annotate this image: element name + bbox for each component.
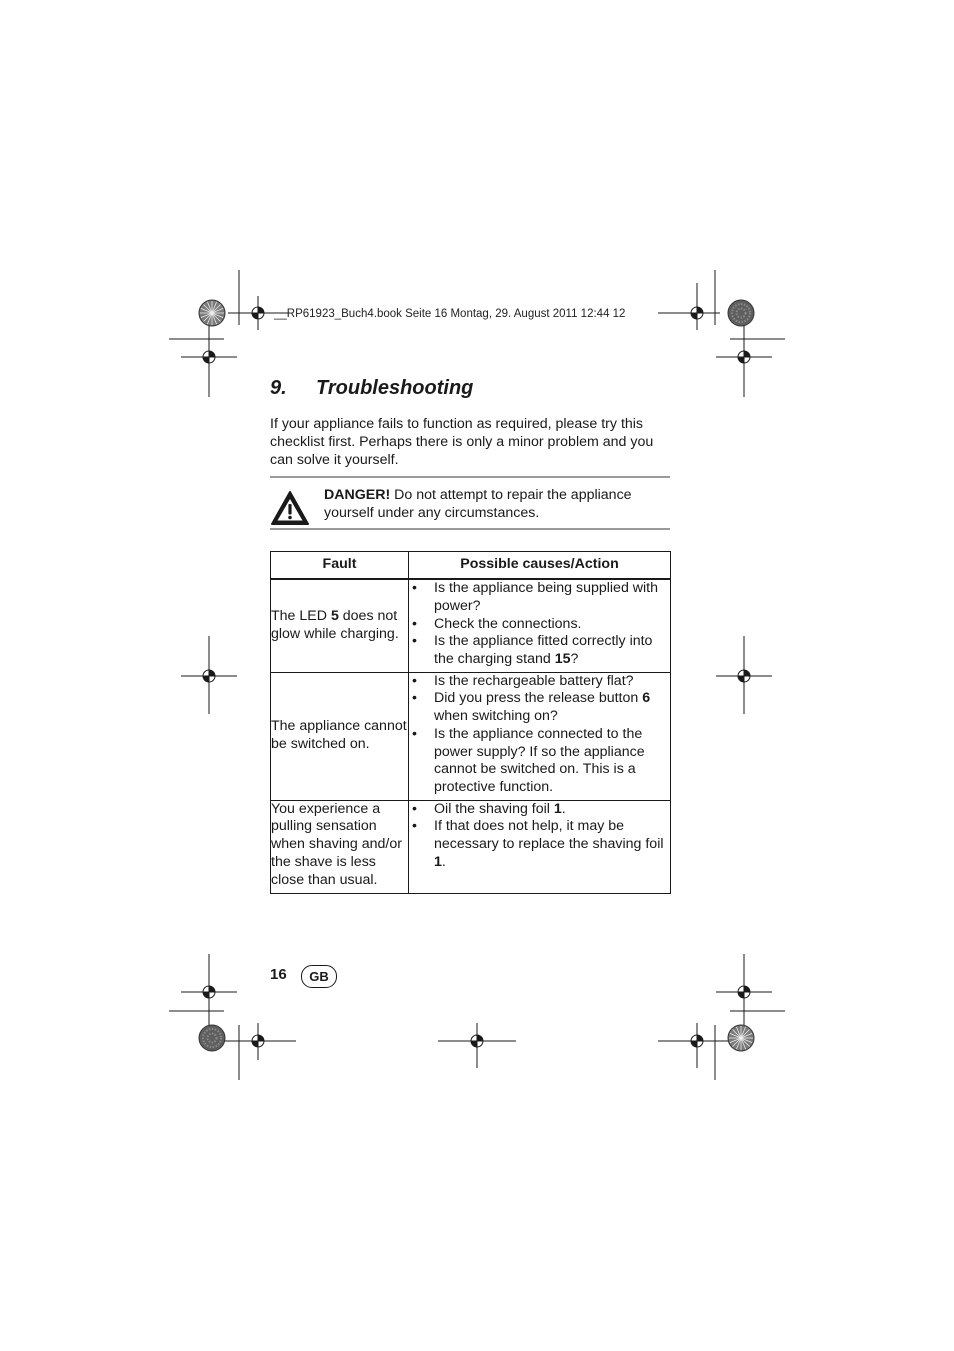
list-item: • Oil the shaving foil 1. [412, 800, 566, 817]
country-code-badge: GB [301, 965, 337, 988]
list-item: • Is the rechargeable battery flat? [412, 672, 634, 689]
list-item: • Is the appliance fitted correctly into the charging stand 15? [412, 633, 653, 668]
list-item: • Is the appliance connected to the power supply? If so the appliance cannot be switched on. This is a protective function. [412, 725, 645, 796]
actions-cell [409, 579, 671, 672]
list-item: • Check the connections. [412, 615, 582, 632]
print-header-info: __RP61923_Buch4.book Seite 16 Montag, 29. August 2011 12:44 12 [274, 308, 626, 320]
actions-cell [409, 672, 671, 800]
list-item: • Did you press the release button 6 when switching on? [412, 690, 651, 725]
list-item: • Is the appliance being supplied with power? [412, 580, 659, 614]
troubleshooting-table [270, 551, 671, 894]
table-row [271, 579, 671, 672]
table-row [271, 800, 671, 893]
fault-cell: The LED 5 does not glow while charging. [271, 579, 409, 672]
section-title-text: Troubleshooting [316, 377, 474, 399]
intro-paragraph: If your appliance fails to function as required, please try this checklist first. Perhaps there is only a minor problem and you can solve it yourself. [270, 416, 654, 468]
warning-triangle-icon [270, 490, 310, 526]
table-header-row [271, 552, 671, 580]
section-title [270, 377, 473, 400]
list-item: • If that does not help, it may be necessary to replace the shaving foil 1. [412, 818, 664, 870]
danger-message: Do not attempt to repair the appliance yourself under any circumstances. [324, 487, 632, 521]
page-number: 16 [270, 966, 287, 983]
danger-label: DANGER! [324, 487, 391, 503]
actions-cell [409, 800, 671, 893]
fault-cell: The appliance cannot be switched on. [271, 672, 409, 800]
header-fault: Fault [271, 552, 409, 580]
header-causes-action: Possible causes/Action [409, 552, 671, 580]
danger-text [324, 487, 672, 523]
danger-notice [270, 476, 670, 530]
table-row [271, 672, 671, 800]
section-number: 9. [270, 377, 287, 399]
fault-cell: You experience a pulling sensation when shaving and/or the shave is less close than usual. [271, 800, 409, 893]
